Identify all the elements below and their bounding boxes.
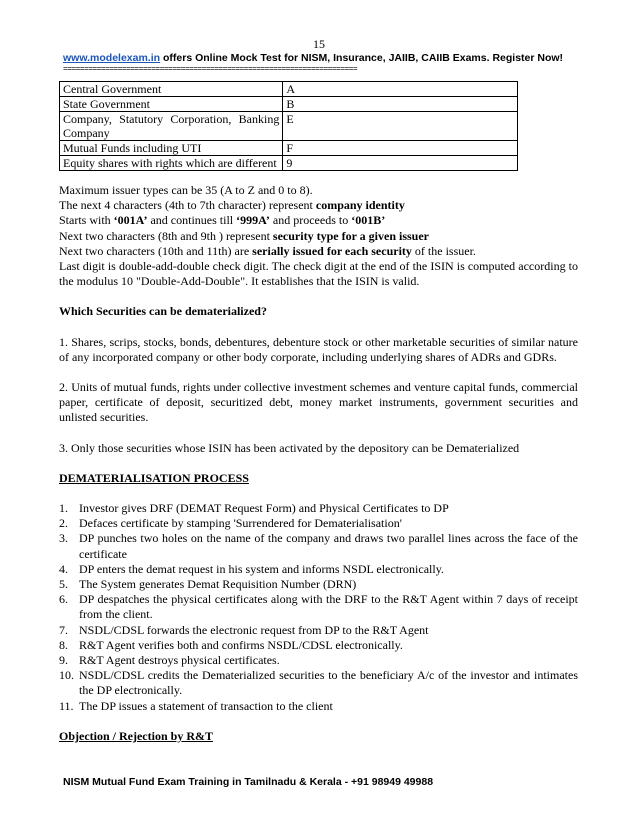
issuer-code-cell: F <box>283 141 518 156</box>
list-item: 1. Investor gives DRF (DEMAT Request Form) and Physical Certificates to DP <box>59 501 449 516</box>
issuer-type-cell: Company, Statutory Corporation, Banking Company <box>60 112 283 141</box>
list-item: 8. R&T Agent verifies both and confirms NSDL/CDSL electronically. <box>59 637 403 652</box>
check-digit-paragraph: Last digit is double-add-double check digit. The check digit at the end of the ISIN is computed according to the modulus 10 "Double-Add-Double". It establishes that the ISIN is valid. <box>59 259 578 289</box>
document-body <box>59 183 578 744</box>
securities-paragraph-3: 3. Only those securities whose ISIN has been activated by the depository can be Dematerialized <box>59 440 520 455</box>
header-link[interactable]: www.modelexam.in <box>63 52 161 64</box>
company-identity-term: company identity <box>315 198 405 213</box>
issuer-code-cell: B <box>283 97 518 112</box>
security-type-term: security type for a given issuer <box>272 228 430 243</box>
issuer-code-cell: 9 <box>283 156 518 171</box>
issuer-type-cell: Mutual Funds including UTI <box>60 141 283 156</box>
list-item: 2. Defaces certificate by stamping 'Surrendered for Dematerialisation' <box>59 516 402 531</box>
header-text: offers Online Mock Test for NISM, Insurance, JAIIB, CAIIB Exams. Register Now! <box>160 52 564 64</box>
page-header <box>63 52 583 64</box>
issuer-code-cell: E <box>283 112 518 141</box>
security-type-line: Next two characters (8th and 9th ) represent security type for a given issuer <box>59 228 430 243</box>
list-item: 4. DP enters the demat request in his system and informs NSDL electronically. <box>59 561 444 576</box>
issuer-code-cell: A <box>283 82 518 97</box>
company-identity-line: The next 4 characters (4th to 7th character) represent company identity <box>59 198 405 213</box>
list-item: 5. The System generates Demat Requisition Number (DRN) <box>59 577 357 592</box>
table-row <box>60 141 518 156</box>
page-number: 15 <box>313 37 325 51</box>
issuer-type-cell: Central Government <box>60 82 283 97</box>
header-rule: ====================================================================== <box>63 65 358 74</box>
issuer-type-table <box>59 81 518 171</box>
issuer-type-cell: State Government <box>60 97 283 112</box>
list-item: 7. NSDL/CDSL forwards the electronic request from DP to the R&T Agent <box>59 622 429 637</box>
securities-heading: Which Securities can be dematerialized? <box>59 304 267 319</box>
process-steps-list <box>59 501 578 714</box>
list-item: 3. DP punches two holes on the name of the company and draws two parallel lines across the face of the certificate <box>59 531 578 561</box>
page-footer: NISM Mutual Fund Exam Training in Tamilnadu & Kerala - +91 98949 49988 <box>63 776 434 788</box>
serial-term: serially issued for each security <box>252 243 412 258</box>
list-item: 10. NSDL/CDSL credits the Dematerialized securities to the beneficiary A/c of the investor and intimates the DP electronically. <box>59 668 578 698</box>
issuer-type-cell: Equity shares with rights which are different <box>60 156 283 171</box>
max-issuer-line: Maximum issuer types can be 35 (A to Z and 0 to 8). <box>59 183 313 197</box>
securities-paragraph-1: 1. Shares, scrips, stocks, bonds, debentures, debenture stock or other marketable securities of similar nature of any incorporated company or other body corporate, including underlying shares of ADRs and GDRs. <box>59 334 578 364</box>
table-row <box>60 82 518 97</box>
list-item: 9. R&T Agent destroys physical certificates. <box>59 653 280 668</box>
process-heading: DEMATERIALISATION PROCESS <box>59 470 249 485</box>
table-row <box>60 97 518 112</box>
serial-line: Next two characters (10th and 11th) are serially issued for each security of the issuer. <box>59 243 476 258</box>
table-row <box>60 112 518 141</box>
securities-paragraph-2: 2. Units of mutual funds, rights under collective investment schemes and venture capital funds, commercial paper, certificate of deposit, securitized debt, money market instruments, government securities and unlisted securities. <box>59 380 578 425</box>
list-item: 6. DP despatches the physical certificates along with the DRF to the R&T Agent within 7 days of receipt from the client. <box>59 592 578 622</box>
objection-heading: Objection / Rejection by R&T <box>59 728 213 743</box>
table-row <box>60 156 518 171</box>
list-item: 11. The DP issues a statement of transaction to the client <box>59 698 333 713</box>
starts-with-line: Starts with ‘001A’ and continues till ‘999A’ and proceeds to ‘001B’ <box>59 213 386 228</box>
